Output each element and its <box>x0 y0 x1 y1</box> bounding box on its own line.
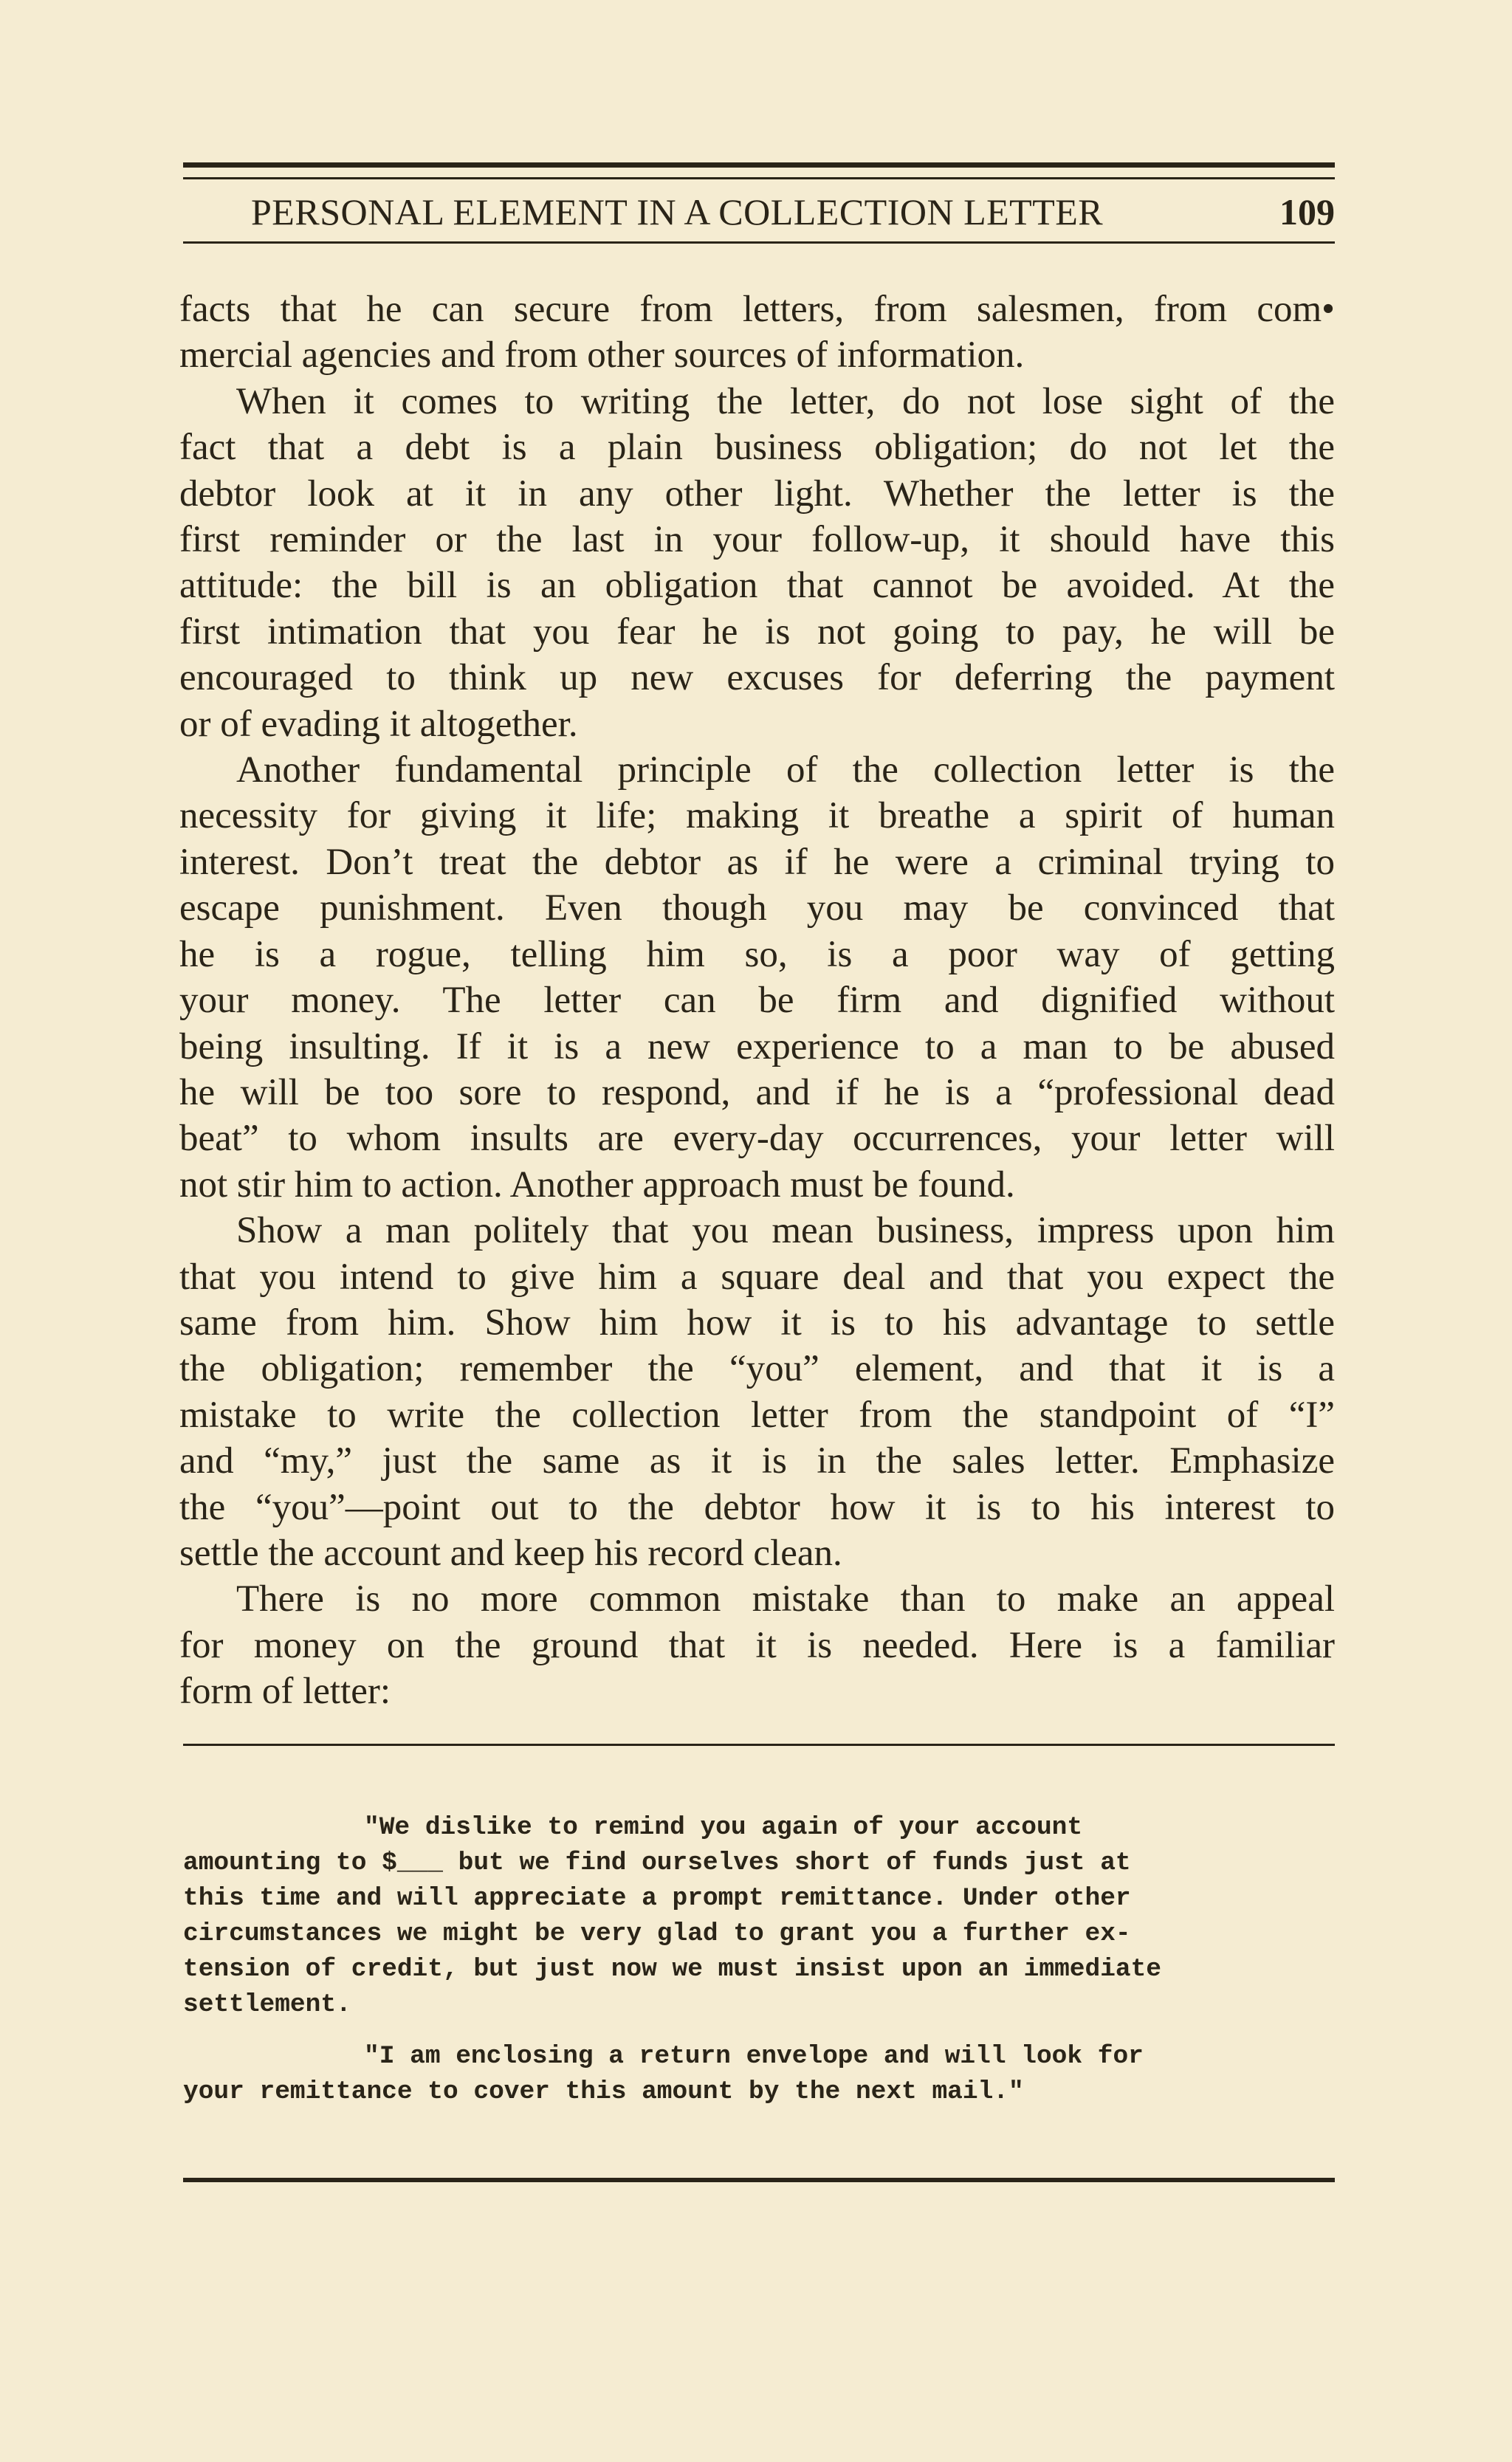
paragraph-continuation: facts that he can secure from letters, from salesmen, from com• mercial agencies and from other sources of information. <box>179 289 1335 376</box>
letter-paragraph-enclosure: "I am enclosing a return envelope and will look for your remittance to cover this amount by the next mail." <box>183 2042 1144 2106</box>
header-top-thin-rule <box>183 177 1335 179</box>
paragraph-you-element: Show a man politely that you mean business, impress upon him that you intend to give him a square deal and that you expect the same from him. Show him how it is to his advantage to settle the obligation; remember the “you” element, and that it is a mistake to write the collection letter from the standpoint of “I” and “my,” just the same as it is in the sales letter. Emphasize the “you”—point out to the debtor how it is to his interest to settle the account and keep his record clean. <box>179 1210 1335 1574</box>
letter-paragraph-reminder: "We dislike to remind you again of your account amounting to $___ but we find ourselves short of funds just at this time and will appreciate a prompt remittance. Under other circumstances we might be very glad to grant you a further ex- tension of credit, but just now we must insist upon an immediate settlement. <box>183 1813 1162 2019</box>
sample-letter <box>183 1810 1335 2110</box>
running-head: PERSONAL ELEMENT IN A COLLECTION LETTER <box>251 191 1104 233</box>
letter-bottom-rule <box>183 2178 1335 2182</box>
paragraph-common-mistake: There is no more common mistake than to make an appeal for money on the ground that it is needed. Here is a familiar form of letter: <box>179 1578 1335 1713</box>
page-header <box>183 186 1335 239</box>
header-top-rule <box>183 162 1335 168</box>
paragraph-debt-obligation: When it comes to writing the letter, do not lose sight of the fact that a debt is a plain business obligation; do not let the debtor look at it in any other light. Whether the letter is the first reminder or the last in your follow-up, it should have this attitude: the bill is an obligation that cannot be avoided. At the first intimation that you fear he is not going to pay, he will be encouraged to think up new excuses for deferring the payment or of evading it altogether. <box>179 380 1335 745</box>
body-text <box>179 286 1335 1715</box>
page-number: 109 <box>1279 191 1335 233</box>
paragraph-human-interest: Another fundamental principle of the collection letter is the necessity for giving it life; making it breathe a spirit of human interest. Don’t treat the debtor as if he were a criminal trying to escape punishment. Even though you may be convinced that he is a rogue, telling him so, is a poor way of getting your money. The letter can be firm and dignified without being insulting. If it is a new experience to a man to be abused he will be too sore to respond, and if he is a “professional dead beat” to whom insults are every-day occurrences, your letter will not stir him to action. Another approach must be found. <box>179 749 1335 1206</box>
header-bottom-rule <box>183 241 1335 244</box>
letter-top-rule <box>183 1744 1335 1746</box>
